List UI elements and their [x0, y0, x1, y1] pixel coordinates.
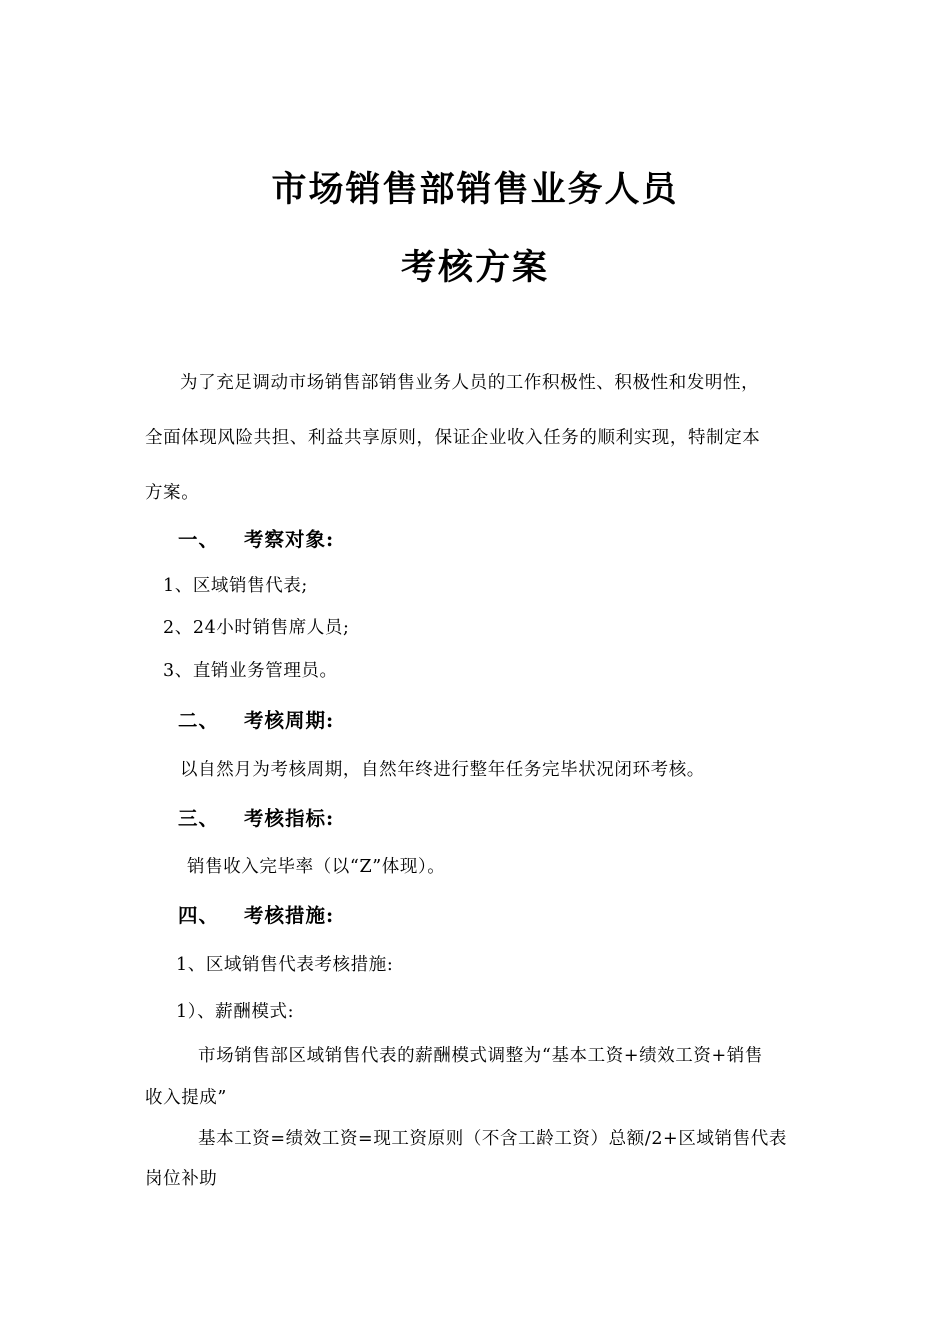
- section-heading: [178, 530, 334, 550]
- intro-line: 方案。: [145, 483, 200, 503]
- section-text: 以自然月为考核周期，自然年终进行整年任务完毕状况闭环考核。: [180, 760, 705, 780]
- section-number: 二、: [178, 709, 220, 732]
- section-heading: [178, 711, 334, 731]
- list-item: 1、区域销售代表;: [163, 576, 308, 596]
- document-title-line1: 市场销售部销售业务人员: [271, 169, 679, 210]
- section-heading: [178, 809, 334, 829]
- section-number: 一、: [178, 528, 220, 551]
- subsection-heading: 1、区域销售代表考核措施:: [176, 955, 394, 975]
- list-item: 3、直销业务管理员。: [163, 661, 338, 681]
- section-heading: [178, 906, 334, 926]
- section-text: 销售收入完毕率（以“Z”体现）。: [187, 857, 446, 877]
- paragraph-line: 基本工资=绩效工资=现工资原则（不含工龄工资）总额/2+区域销售代表: [198, 1129, 787, 1149]
- section-number: 四、: [178, 904, 220, 927]
- section-title: 考核措施:: [244, 904, 335, 927]
- subsection-heading: 1）、薪酬模式:: [176, 1002, 295, 1022]
- section-title: 考核周期:: [244, 709, 335, 732]
- paragraph-line: 岗位补助: [145, 1169, 218, 1189]
- section-title: 考察对象:: [244, 528, 335, 551]
- intro-line: 全面体现风险共担、利益共享原则，保证企业收入任务的顺利实现，特制定本: [145, 428, 761, 448]
- intro-line: 为了充足调动市场销售部销售业务人员的工作积极性、积极性和发明性，: [180, 373, 760, 393]
- section-number: 三、: [178, 807, 220, 830]
- paragraph-line: 市场销售部区域销售代表的薪酬模式调整为“基本工资+绩效工资+销售: [198, 1046, 763, 1066]
- section-title: 考核指标:: [244, 807, 335, 830]
- paragraph-line: 收入提成”: [145, 1088, 227, 1108]
- document-title-line2: 考核方案: [400, 247, 549, 288]
- list-item: 2、24小时销售席人员;: [163, 618, 350, 638]
